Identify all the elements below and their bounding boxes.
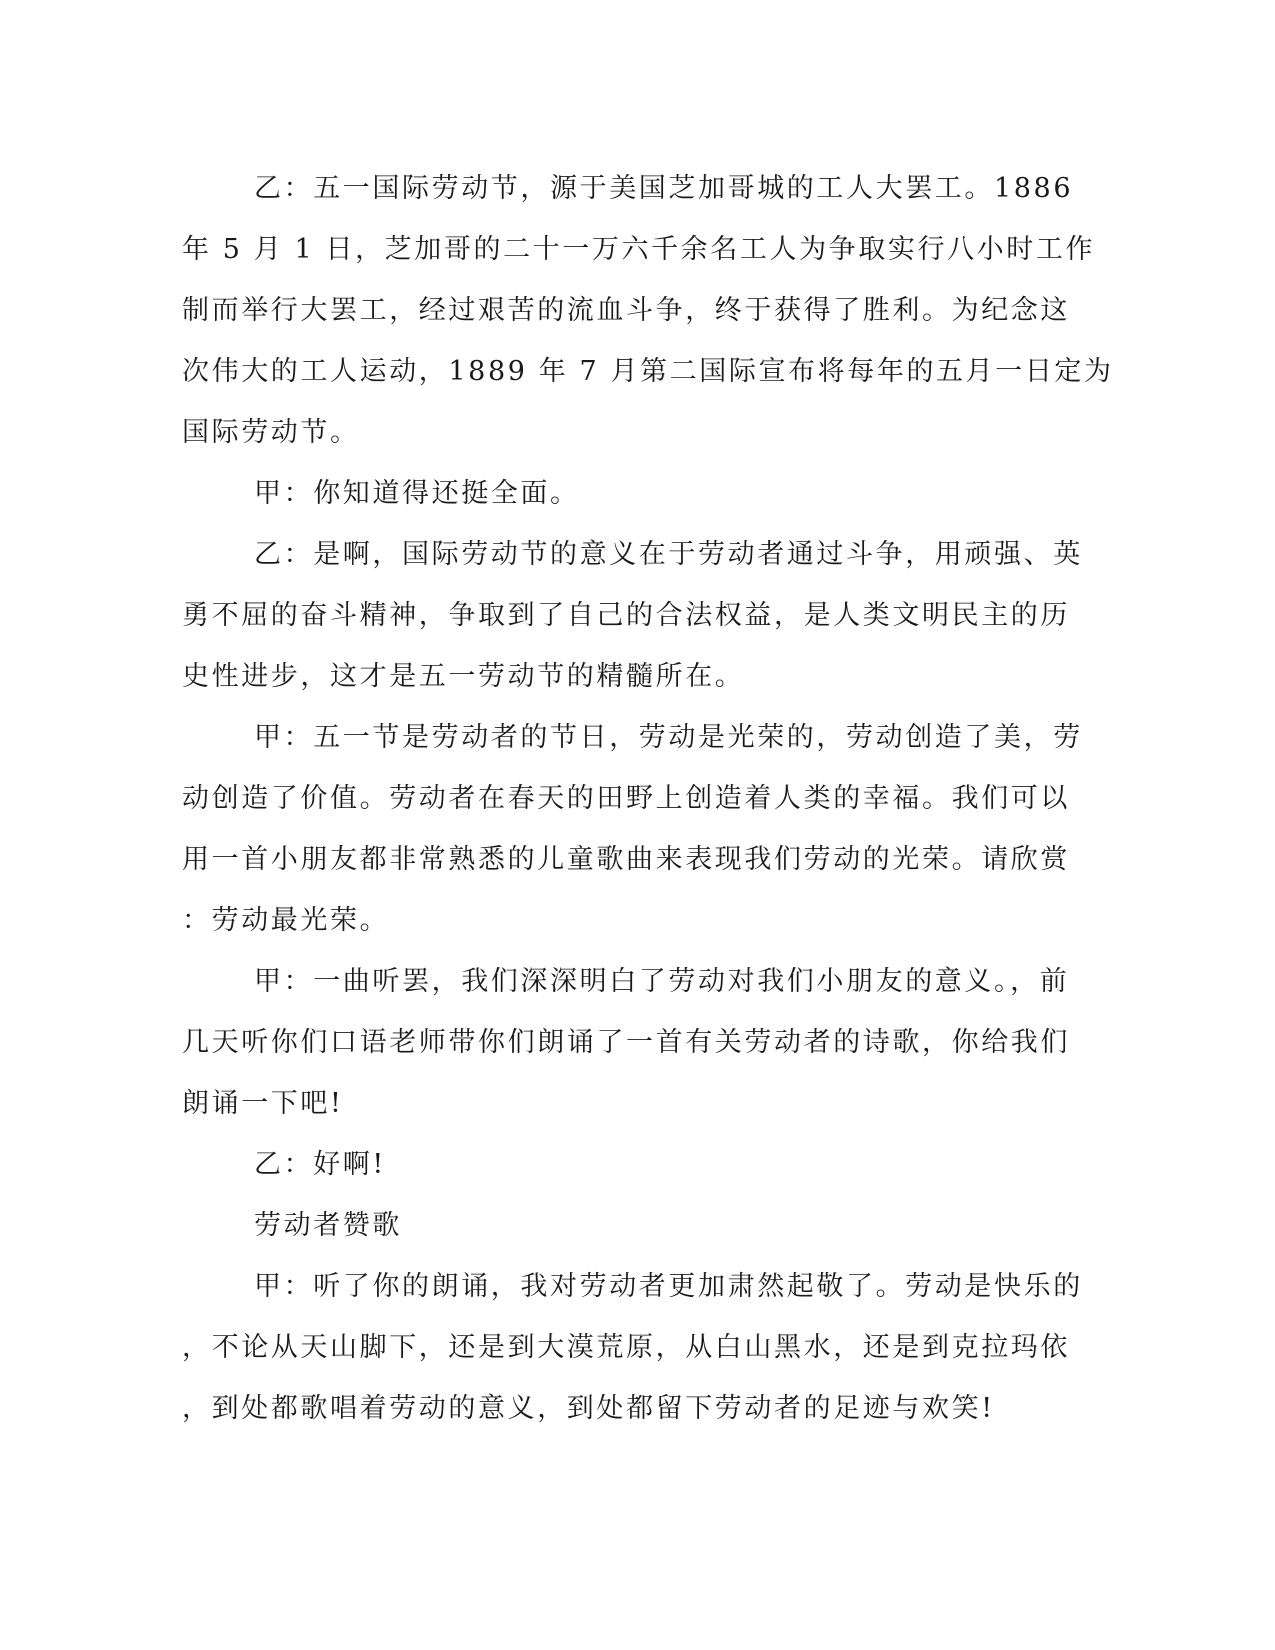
text-line: 制而举行大罢工，经过艰苦的流血斗争，终于获得了胜利。为纪念这	[182, 295, 1070, 326]
document-body	[182, 158, 1114, 1439]
text-line: 乙：是啊，国际劳动节的意义在于劳动者通过斗争，用顽强、英	[254, 539, 1083, 570]
text-line: 史性进步，这才是五一劳动节的精髓所在。	[182, 661, 745, 692]
text-line: ，到处都歌唱着劳动的意义，到处都留下劳动者的足迹与欢笑!	[182, 1393, 995, 1424]
text-line: 甲：听了你的朗诵，我对劳动者更加肃然起敬了。劳动是快乐的	[254, 1271, 1083, 1302]
text-line: 国际劳动节。	[182, 417, 360, 448]
text-line: 甲：一曲听罢，我们深深明白了劳动对我们小朋友的意义。，前	[254, 966, 1070, 997]
text-line: 几天听你们口语老师带你们朗诵了一首有关劳动者的诗歌，你给我们	[182, 1027, 1070, 1058]
text-line: 次伟大的工人运动，1889 年 7 月第二国际宣布将每年的五月一日定为	[182, 356, 1114, 387]
text-line: ：劳动最光荣。	[182, 905, 390, 936]
text-line: 乙：五一国际劳动节，源于美国芝加哥城的工人大罢工。1886	[254, 173, 1074, 204]
text-line: 动创造了价值。劳动者在春天的田野上创造着人类的幸福。我们可以	[182, 783, 1070, 814]
poem-title: 劳动者赞歌	[254, 1210, 402, 1241]
text-line: 勇不屈的奋斗精神，争取到了自己的合法权益，是人类文明民主的历	[182, 600, 1070, 631]
text-line: 年 5 月 1 日，芝加哥的二十一万六千余名工人为争取实行八小时工作	[182, 234, 1096, 265]
text-line: 甲：五一节是劳动者的节日，劳动是光荣的，劳动创造了美，劳	[254, 722, 1083, 753]
text-line: ，不论从天山脚下，还是到大漠荒原，从白山黑水，还是到克拉玛依	[182, 1332, 1070, 1363]
text-line: 乙：好啊!	[254, 1149, 386, 1180]
text-line: 甲：你知道得还挺全面。	[254, 478, 580, 509]
text-line: 朗诵一下吧!	[182, 1088, 344, 1119]
text-line: 用一首小朋友都非常熟悉的儿童歌曲来表现我们劳动的光荣。请欣赏	[182, 844, 1070, 875]
